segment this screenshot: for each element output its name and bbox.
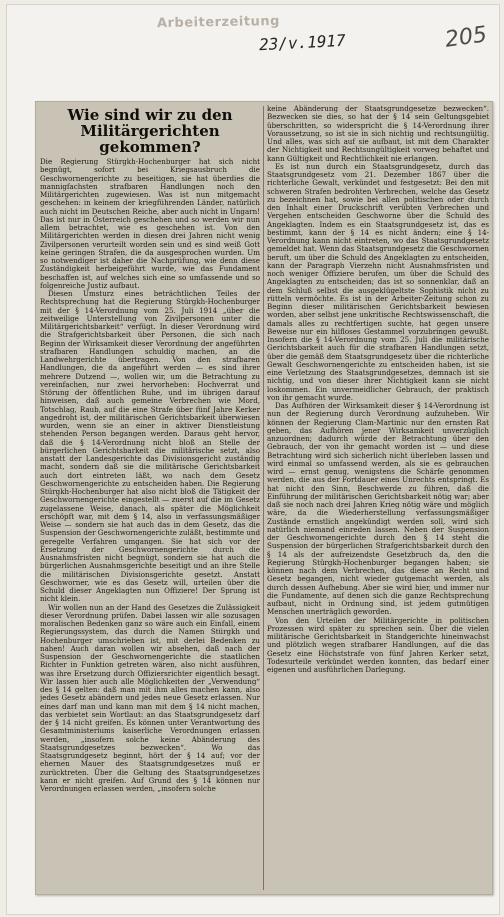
handwritten-date: 23/v.1917 — [258, 30, 347, 55]
article-paragraph: Diesen Umsturz eines beträchtlichen Teiles der Rechtsprechung hat die Regierung Stürgkh-Hochenburger mit der § 14-Verordnung vom 25. Juli 1914 „über die zeitweilige Unterstellung von Zivilpersonen unter die Militärgerichtsbarkeit“ verfügt. In dieser Verordnung wird die Strafgerichtsbarkeit über Personen, die sich nach Beginn der Wirksamkeit dieser Verordnung der angeführten strafbaren Handlungen schuldig machen, an die Landwehrgerichte übertragen. Von den strafbaren Handlungen, die da angeführt werden — es sind ihrer mehrere Dutzend —, wollen wir, um die Betrachtung zu vereinfachen, nur zwei hervorheben: Hochverrat und Störung der öffentlichen Ruhe, und im übrigen darauf hinweisen, daß auch gemeine Verbrechen wie Mord, Totschlag, Raub, auf die eine Strafe über fünf Jahre Kerker angedroht ist, der militärischen Gerichtsbarkeit überwiesen wurden, wenn sie an einer in aktiver Dienstleistung stehenden Person begangen werden. Daraus geht hervor, daß die § 14-Verordnung nicht bloß an Stelle der bürgerlichen Gerichtsbarkeit die militärische setzt, also anstatt der Landesgerichte das Divisionsgericht zuständig macht, sondern daß sie die militärische Gerichtsbarkeit auch dort eintreten läßt, wo nach dem Gesetz Geschwornengerichte zu entscheiden haben. Die Regierung Stürgkh-Hochenburger hat also nicht bloß die Tätigkeit der Geschwornengerichte eingestellt — zuerst auf die im Gesetz zugelassene Weise, danach, als später die Möglichkeit erschöpft war, mit dem § 14, also in verfassungsmäßiger Weise — sondern sie hat auch das in dem Gesetz, das die Suspension der Geschwornengerichte zuläßt, bestimmte und geregelte Verfahren umgangen. Sie hat sich vor der Ersetzung der Geschwornengerichte durch die Ausnahmsfristen nicht begnügt, sondern sie hat auch die bürgerlichen Ausnahmsgerichte beseitigt und an ihre Stelle die militärischen Divisionsgerichte gesetzt. Anstatt Geschworner, wie es das Gesetz will, urteilen über die Schuld dieser Angeklagten nun Offiziere! Der Sprung ist nicht klein. — [40, 289, 260, 604]
article-paragraph: Die Regierung Stürgkh-Hochenburger hat sich nicht begnügt, sofort bei Kriegsausbruch die Geschwornengerichte zu beseitigen, sie hat überdies die mannigfachsten strafbaren Handlungen noch den Militärgerichten zugewiesen. Was ist nun mitgemacht geschehen: in keinem der kriegführenden Länder, natürlich auch nicht im Deutschen Reiche, aber auch nicht in Ungarn! Das ist nur in Österreich geschehen und so werden wir nun allem betrachtet, wie es geschehen ist. Von den Militärgerichten werden in diesen drei Jahren nicht wenig Zivilpersonen verurteilt worden sein und es sind weiß Gott keine geringen Strafen, die da ausgesprochen wurden. Um so notwendiger ist daher die Nachprüfung, wie denn diese Zuständigkeit herbeigeführt wurde, wie das Fundament beschaffen ist, auf welches sich eine so umfassende und so folgenreiche Justiz aufbaut. — [40, 157, 260, 290]
article-paragraph: Von den Urteilen der Militärgerichte in politischen Prozessen wird später zu sprechen sein. Über die vielen militärische Gerichtsbarkeit in Standgerichte hineinwachst und plötzlich wegen strafbarer Handlungen, auf die das Gesetz eine Höchststrafe von fünf Jahren Kerker setzt, Todesurteile verkündet werden konnten, das bedarf einer eigenen und ausführlichen Darlegung. — [267, 615, 489, 674]
article-headline: Wie sind wir zu den Militärgerichten gekommen? — [67, 106, 233, 156]
article-column-right — [267, 105, 489, 891]
handwritten-page-number: 205 — [443, 22, 489, 53]
archive-sheet — [6, 4, 500, 915]
article-paragraph: Wir wollen nun an der Hand des Gesetzes die Zulässigkeit dieser Verordnung prüfen. Dabei lassen wir alle sozusagen moralischen Bedenken ganz so wäre auch ein Einfall, einem Regierungssystem, das durch die Namen Stürgkh und Hochenburger umschrieben ist, mit derlei Bedenken zu nahen! Auch daran wollen wir absehen, daß nach der Suspension der Geschwornengerichte die staatlichen Richter in Funktion getreten wären, also nicht ausführen, was ihre Ersetzung durch Offiziersrichter eigentlich besagt. Wir lassen hier auch alle Möglichkeiten der „Verwendung“ des § 14 gelten: daß man mit ihm alles machen kann, also jedes Gesetz abändern und jedes neue Gesetz erlassen. Nur eines darf man und kann man mit dem § 14 nicht machen, das verbietet sein Wortlaut: an das Staatsgrundgesetz darf der § 14 nicht greifen. Es können unter Verantwortung des Gesamtministeriums kaiserliche Verordnungen erlassen werden, „insofern solche keine Abänderung des Staatsgrundgesetzes bezwecken“. Wo das Staatsgrundgesetz beginnt, hört der § 14 auf; vor der ehernen Mauer des Staatsgrundgesetzes muß er zurücktreten. Über die Geltung des Staatsgrundgesetzes kann er nicht greifen. Auf Grund des § 14 können nur Verordnungen erlassen werden, „insofern solche — [40, 602, 260, 793]
article-paragraph: keine Abänderung der Staatsgrundgesetze bezwecken“. Bezwecken sie dies, so hat der § 14 sein Geltungsgebiet überschritten, so widerspricht die § 14-Verordnung ihrer Voraussetzung, so ist sie in sich nichtig und rechtsungültig. Und alles, was sich auf sie aufbaut, ist mit dem Charakter der Nichtigkeit und Rechtsungültigkeit vorweg behaftet und kann Gültigkeit und Rechtlichkeit nie erlangen. — [267, 105, 489, 163]
column-divider — [263, 106, 264, 890]
newspaper-stamp: Arbeiterzeitung — [156, 13, 280, 32]
newspaper-clipping — [35, 101, 493, 895]
article-paragraph: Es ist nun durch ein Staatsgrundgesetz, durch das Staatsgrundgesetz vom 21. Dezember 1867 über die richterliche Gewalt, verkündet und festgesetzt: Bei den mit schweren Strafen bedrohten Verbrechen, welche das Gesetz zu bezeichnen hat, sowie bei allen politischen oder durch den Inhalt einer Druckschrift verübten Verbrechen und Vergehen entscheiden Geschworne über die Schuld des Angeklagten. Indem es ein Staatsgrundgesetz ist, das es bestimmt, kann der § 14 es nicht ändern; eine § 14-Verordnung kann nicht eintreten, wo das Staatsgrundgesetz gemeldet hat. Wenn das Staatsgrundgesetz die Geschwornen beruft, um über die Schuld des Angeklagten zu entscheiden, kann der Paragraph Vierzehn nicht Ausnahmsfristen und noch weniger Offiziere berufen, um über die Schuld des Angeklagten zu entscheiden; das ist so sonnenklar, daß an dem Schluß selbst die ausgeklügeltste Sophistik nicht zu rütteln vermöchte. Es ist in der Arbeiter-Zeitung schon zu Beginn dieser militärischen Gerichtsbarkeit bewiesen worden, aber selbst jene unkritische Rechtswissenschaft, die damals alles zu rechtfertigen suchte, hat gegen unsere Beweise nur ein hilfloses Gestammel vorzubringen gewußt. Insofern die § 14-Verordnung vom 25. Juli die militärische Gerichtsbarkeit auch für die strafbaren Handlungen setzt, über die gemäß dem Staatsgrundgesetz über die richterliche Gewalt Geschwornengerichte zu entscheiden haben, ist sie eine Verletzung des Staatsgrundgesetzes, demnach ist sie nichtig, und von dieser ihrer Nichtigkeit kann sie nicht loskommen. Ein unvermeidlicher Gebrauch, der praktisch von ihr gemacht wurde. — [267, 161, 489, 402]
article-paragraph: Das Aufhören der Wirksamkeit dieser § 14-Verordnung ist nun der Regierung durch Verordnung aufzuheben. Wir können der Regierung Clam-Martinic nur den ernsten Rat geben, das Aufhören jener Wirksamkeit unverzüglich anzuordnen; dadurch würde der Betrachtung über den Gebrauch, der von ihr gemacht worden ist — und diese Betrachtung wird sich sicherlich nicht überleben lassen und wird einmal so umfassend werden, als sie es gebrauchen wird — ernst genug, wenigstens die Schärfe genommen werden, die aus der Fortdauer eines Unrechts entspringt. Es hat nicht den Sinn, Beschwerde zu führen, daß die Einführung der militärischen Gerichtsbarkeit nötig war; aber daß sie noch nach drei Jahren Krieg nötig wäre und möglich wäre, da die Wiederherstellung verfassungsmäßiger Zustände ernstlich angekündigt werden soll, wird sich natürlich niemand einreden lassen. Neben der Suspension der Geschwornengerichte durch den § 14 steht die Suspension der bürgerlichen Strafgerichtsbarkeit durch den § 14 als der aufreizendste Gesetzbruch da, den die Regierung Stürgkh-Hochenburger begangen haben; sie können nach dem Verbrechen, das diese an Recht und Gesetz begangen, nicht wieder gutgemacht werden, als durch dessen Aufhebung. Aber sie wird hier, und immer nur die Fundamente, auf denen sich die ganze Rechtsprechung aufbaut, nicht in Ordnung sind, ist jedem gutmütigen Menschen unerträglich geworden. — [267, 401, 489, 617]
article-column-left — [40, 105, 260, 891]
